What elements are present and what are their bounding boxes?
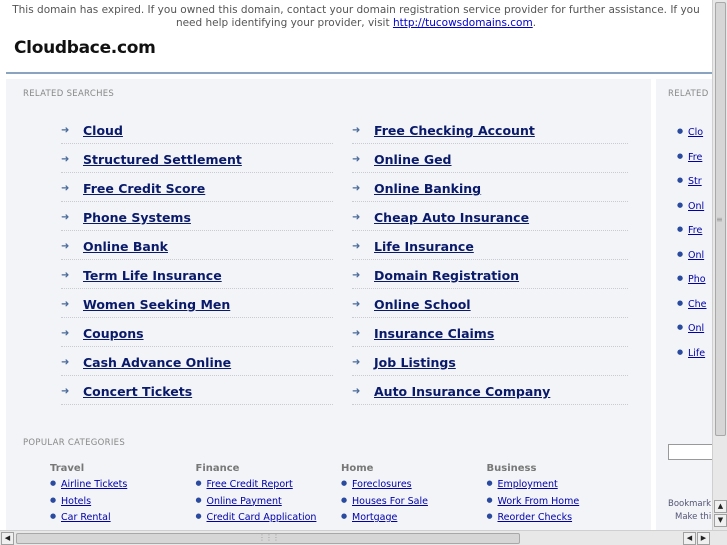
scroll-up-button[interactable]: [714, 500, 727, 513]
side-link[interactable]: ● Che: [688, 299, 707, 310]
make-homepage-link[interactable]: Make thi: [675, 512, 712, 522]
related-link-row[interactable]: [61, 265, 333, 289]
bookmark-link[interactable]: Bookmark: [668, 499, 712, 509]
related-link-row[interactable]: [352, 294, 628, 318]
category-link[interactable]: ● Mortgage: [352, 512, 397, 523]
arrow-right-icon: ➜: [61, 241, 70, 252]
related-link-row[interactable]: [61, 207, 333, 231]
arrow-right-icon: ➜: [352, 154, 361, 165]
related-link[interactable]: Cloud: [83, 123, 123, 138]
side-panel: [656, 79, 716, 539]
related-link[interactable]: Cheap Auto Insurance: [374, 210, 530, 225]
category-link[interactable]: ● Car Rental: [61, 512, 111, 523]
related-link[interactable]: Women Seeking Men: [83, 297, 231, 312]
arrow-right-icon: ➜: [61, 183, 70, 194]
side-link[interactable]: ● Str: [688, 176, 702, 187]
related-link[interactable]: Insurance Claims: [374, 326, 495, 341]
related-searches-title: RELATED SEARCHES: [23, 89, 115, 99]
arrow-right-icon: ➜: [352, 183, 361, 194]
arrow-up-icon: ▲: [717, 502, 724, 510]
arrow-right-icon: ➜: [61, 299, 70, 310]
related-link-row[interactable]: [352, 265, 628, 289]
related-link-row[interactable]: [61, 352, 333, 376]
related-link-row[interactable]: [352, 178, 628, 202]
related-link[interactable]: Free Checking Account: [374, 123, 535, 138]
side-link[interactable]: ● Fre: [688, 225, 702, 236]
arrow-down-icon: ▼: [717, 516, 724, 524]
category-heading: Travel: [50, 463, 85, 474]
scroll-right-button[interactable]: [697, 532, 710, 545]
related-link-row[interactable]: [61, 120, 333, 144]
related-link-row[interactable]: [61, 236, 333, 260]
horizontal-grip-icon: ⋮⋮⋮: [258, 533, 279, 542]
main-panel: [6, 79, 651, 539]
category-link[interactable]: ● Free Credit Report: [207, 479, 293, 490]
related-link-row[interactable]: [61, 149, 333, 173]
side-link[interactable]: ● Pho: [688, 274, 706, 285]
arrow-right-icon: ➜: [352, 212, 361, 223]
related-link[interactable]: Cash Advance Online: [83, 355, 232, 370]
category-link[interactable]: ● Foreclosures: [352, 479, 412, 490]
related-link-row[interactable]: [61, 323, 333, 347]
category-link[interactable]: ● Airline Tickets: [61, 479, 127, 490]
arrow-right-icon: ➜: [352, 241, 361, 252]
notice-text: This domain has expired. If you owned this domain, contact your domain registration service provider for further assistance. If you need help identifying your provider, visit: [12, 4, 700, 29]
tucows-link[interactable]: http://tucowsdomains.com: [392, 17, 533, 29]
side-link[interactable]: ● Onl: [688, 250, 704, 261]
site-title: Cloudbace.com: [14, 38, 156, 58]
category-link[interactable]: ● Credit Card Application: [207, 512, 317, 523]
related-link-row[interactable]: [352, 207, 628, 231]
arrow-right-icon: ➜: [352, 357, 361, 368]
arrow-right-icon: ➜: [61, 212, 70, 223]
related-link[interactable]: Phone Systems: [83, 210, 191, 225]
arrow-right-icon: ▶: [700, 534, 707, 542]
arrow-left-icon: ◀: [686, 534, 693, 542]
related-link-row[interactable]: [352, 149, 628, 173]
related-link-row[interactable]: [352, 120, 628, 144]
related-link[interactable]: Domain Registration: [374, 268, 520, 283]
scroll-left-button-2[interactable]: [683, 532, 696, 545]
side-link[interactable]: ● Onl: [688, 201, 704, 212]
side-related-title: RELATED: [668, 89, 709, 99]
arrow-right-icon: ➜: [61, 125, 70, 136]
vertical-scrollbar[interactable]: [712, 0, 727, 530]
category-link[interactable]: ● Houses For Sale: [352, 496, 428, 507]
notice-end: .: [532, 17, 537, 29]
side-link[interactable]: ● Life: [688, 348, 705, 359]
category-heading: Business: [486, 463, 537, 474]
category-heading: Home: [341, 463, 374, 474]
side-search-input[interactable]: [668, 444, 716, 460]
arrow-right-icon: ➜: [352, 299, 361, 310]
scroll-down-button[interactable]: [714, 514, 727, 527]
popular-categories-title: POPULAR CATEGORIES: [23, 438, 126, 448]
related-link-row[interactable]: [352, 381, 628, 405]
arrow-right-icon: ➜: [61, 154, 70, 165]
related-link[interactable]: Online School: [374, 297, 471, 312]
side-link[interactable]: ● Fre: [688, 152, 702, 163]
related-link-row[interactable]: [352, 236, 628, 260]
scroll-left-button[interactable]: [1, 532, 14, 545]
arrow-right-icon: ➜: [352, 125, 361, 136]
related-link[interactable]: Structured Settlement: [83, 152, 242, 167]
related-link[interactable]: Term Life Insurance: [83, 268, 222, 283]
arrow-right-icon: ➜: [61, 386, 70, 397]
related-link-row[interactable]: [61, 178, 333, 202]
horizontal-scrollbar[interactable]: [0, 530, 727, 545]
category-link[interactable]: ● Employment: [498, 479, 558, 490]
related-link[interactable]: Auto Insurance Company: [374, 384, 551, 399]
related-link-row[interactable]: [352, 352, 628, 376]
related-link[interactable]: Free Credit Score: [83, 181, 206, 196]
related-link[interactable]: Online Ged: [374, 152, 452, 167]
related-link[interactable]: Coupons: [83, 326, 144, 341]
related-link[interactable]: Online Bank: [83, 239, 168, 254]
arrow-right-icon: ➜: [61, 328, 70, 339]
category-link[interactable]: ● Hotels: [61, 496, 91, 507]
arrow-right-icon: ➜: [352, 386, 361, 397]
related-link[interactable]: Job Listings: [374, 355, 456, 370]
related-link-row[interactable]: [61, 381, 333, 405]
expired-notice: [0, 4, 712, 30]
arrow-left-icon: ◀: [4, 534, 11, 542]
related-link[interactable]: Concert Tickets: [83, 384, 193, 399]
header-divider: [6, 72, 712, 74]
arrow-right-icon: ➜: [61, 357, 70, 368]
category-link[interactable]: ● Online Payment: [207, 496, 282, 507]
category-link[interactable]: ● Work From Home: [498, 496, 580, 507]
arrow-right-icon: ➜: [352, 270, 361, 281]
arrow-right-icon: ➜: [352, 328, 361, 339]
related-link[interactable]: Online Banking: [374, 181, 482, 196]
side-link[interactable]: ● Clo: [688, 127, 703, 138]
related-link[interactable]: Life Insurance: [374, 239, 474, 254]
side-link[interactable]: ● Onl: [688, 323, 704, 334]
related-link-row[interactable]: [61, 294, 333, 318]
vertical-grip-icon: ≡: [716, 215, 722, 224]
category-link[interactable]: ● Reorder Checks: [498, 512, 573, 523]
related-link-row[interactable]: [352, 323, 628, 347]
arrow-right-icon: ➜: [61, 270, 70, 281]
category-heading: Finance: [195, 463, 240, 474]
